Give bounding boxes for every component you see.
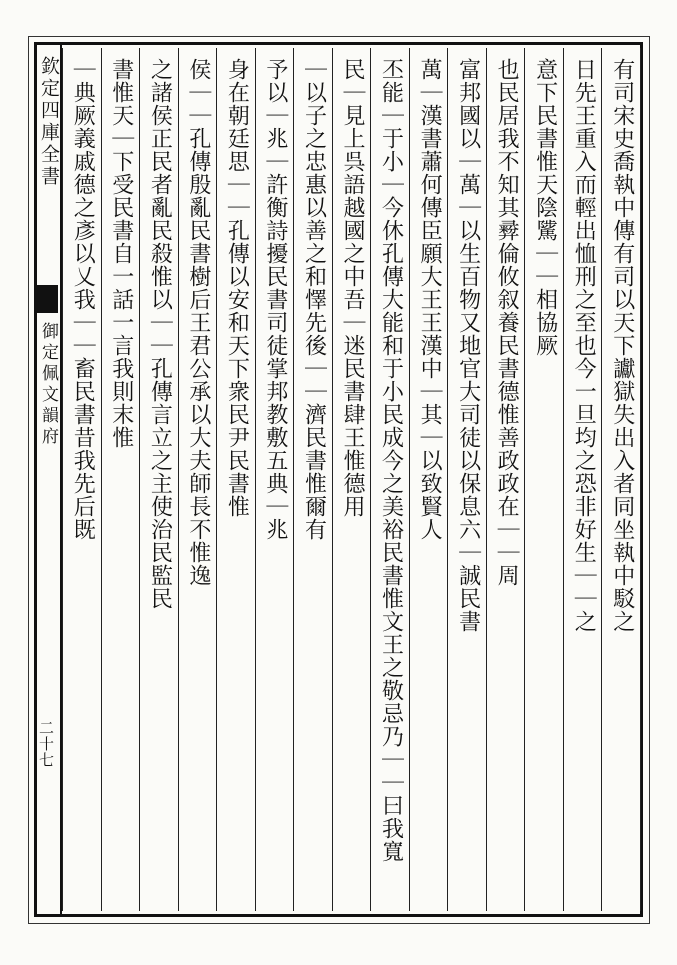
- margin-book-title: 御定佩文韻府: [38, 322, 58, 448]
- text-column: 有司宋史喬執中傳有司以天下讞獄失出入者同坐執中駁之: [609, 58, 635, 633]
- text-column: 也民居我不知其彛倫攸叙養民書德惟善政政在｜｜周: [494, 58, 520, 587]
- margin-page-number: 二十七: [37, 720, 55, 768]
- text-column: 富邦國以｜萬｜以生百物又地官大司徒以保息六｜誠民書: [455, 58, 481, 633]
- text-column: 萬｜漢書蕭何傳臣願大王王漢中｜其｜以致賢人: [417, 58, 443, 541]
- text-column: 日先王重入而輕出恤刑之至也今一旦均之恐非好生｜｜之: [571, 58, 597, 633]
- text-column: 丕能｜于小｜今休孔傳大能和于小民成今之美裕民書惟文王之敬忌乃｜｜曰我寬: [378, 58, 404, 863]
- text-column: 予以｜兆｜許衡詩擾民書司徒掌邦教敷五典｜兆: [262, 58, 288, 541]
- text-column: 身在朝廷思｜｜孔傳以安和天下衆民尹民書惟: [224, 58, 250, 518]
- text-column: 意下民書惟天陰騭｜｜相協厥: [532, 58, 558, 357]
- fish-tail-mark: [36, 285, 58, 313]
- text-column: 之諸侯正民者亂民殺惟以｜｜孔傳言立之主使治民監民: [147, 58, 173, 610]
- text-column: ｜典厥義戚德之彥以乂我｜｜畜民書昔我先后既: [70, 58, 96, 541]
- text-column: 民｜見上呉語越國之中吾｜迷民書肆王惟德用: [340, 58, 365, 518]
- margin-title: 欽定四庫全書: [38, 56, 60, 188]
- text-column: 侯｜｜孔傳殷亂民書樹后王君公承以大夫師長不惟逸: [185, 58, 211, 587]
- text-column: 書惟天｜下受民書自一話一言我則末惟: [108, 58, 134, 449]
- text-column: ｜以子之忠惠以善之和懌先後｜｜濟民書惟爾有: [301, 58, 327, 541]
